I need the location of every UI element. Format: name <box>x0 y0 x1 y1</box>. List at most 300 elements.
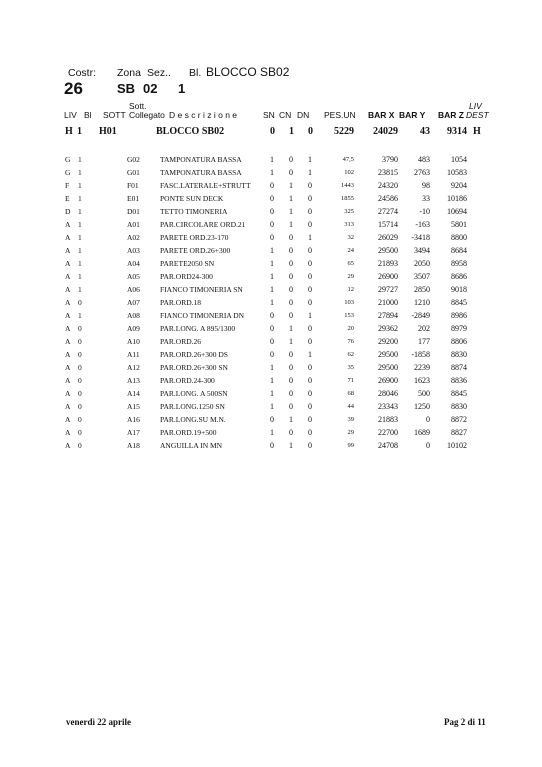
summary-bar-y: 43 <box>420 126 430 137</box>
table-row <box>0 207 542 220</box>
cell-liv: A <box>65 376 71 385</box>
cell-liv: A <box>65 337 71 346</box>
cell-bar-z: 8986 <box>451 311 467 320</box>
cell-pes-un: 102 <box>344 169 354 176</box>
cell-bar-y: -3418 <box>411 233 430 242</box>
cell-cn: 0 <box>289 259 293 268</box>
cell-liv: A <box>65 233 71 242</box>
cell-bar-x: 24320 <box>378 181 398 190</box>
costr-value: 26 <box>64 79 83 98</box>
cell-bar-x: 27274 <box>378 207 398 216</box>
cell-sn: 1 <box>270 402 274 411</box>
cell-pes-un: 20 <box>347 325 354 332</box>
cell-bar-y: 177 <box>418 337 430 346</box>
cell-liv: A <box>65 298 71 307</box>
cell-cn: 0 <box>289 298 293 307</box>
cell-description: PARETE ORD.26+300 <box>160 246 231 255</box>
cell-pes-un: 35 <box>347 364 354 371</box>
cell-dn: 0 <box>308 337 312 346</box>
cell-sn: 1 <box>270 155 274 164</box>
cell-bar-y: 202 <box>418 324 430 333</box>
col-liv: LIV <box>64 110 77 120</box>
cell-dn: 0 <box>308 272 312 281</box>
cell-cn: 0 <box>289 389 293 398</box>
summary-description: BLOCCO SB02 <box>156 126 225 137</box>
bl-label: Bl. <box>189 67 202 79</box>
cell-pes-un: 44 <box>347 403 354 410</box>
cell-pes-un: 65 <box>347 260 354 267</box>
cell-collegato: A16 <box>127 415 140 424</box>
cell-liv: A <box>65 246 71 255</box>
cell-dn: 0 <box>308 428 312 437</box>
cell-description: PAR.LONG. A 895/1300 <box>160 324 236 333</box>
table-row <box>0 298 542 311</box>
summary-sn: 0 <box>270 126 275 137</box>
col-bl: Bl <box>84 110 92 120</box>
cell-description: PONTE SUN DECK <box>160 194 224 203</box>
cell-bar-x: 26900 <box>378 272 398 281</box>
cell-bar-x: 26029 <box>378 233 398 242</box>
cell-collegato: A09 <box>127 324 140 333</box>
cell-pes-un: 76 <box>347 338 354 345</box>
cell-cn: 1 <box>289 441 293 450</box>
cell-cn: 1 <box>289 194 293 203</box>
cell-sn: 1 <box>270 389 274 398</box>
cell-bar-z: 8874 <box>451 363 467 372</box>
table-row <box>0 168 542 181</box>
cell-bar-x: 24586 <box>378 194 398 203</box>
cell-bar-z: 8686 <box>451 272 467 281</box>
cell-bar-y: 98 <box>422 181 430 190</box>
zona-value: SB <box>117 81 136 96</box>
cell-cn: 0 <box>289 246 293 255</box>
cell-bar-z: 8845 <box>451 389 467 398</box>
cell-pes-un: 99 <box>347 442 354 449</box>
cell-bl: 1 <box>78 168 82 177</box>
cell-bar-z: 8827 <box>451 428 467 437</box>
cell-bar-z: 8684 <box>451 246 467 255</box>
col-bar-z: BAR Z <box>438 110 464 120</box>
cell-description: PARETE ORD.23-170 <box>160 233 229 242</box>
cell-sn: 1 <box>270 285 274 294</box>
table-row <box>0 415 542 428</box>
cell-sn: 1 <box>270 168 274 177</box>
cell-bar-x: 29500 <box>378 246 398 255</box>
table-row <box>0 324 542 337</box>
cell-dn: 0 <box>308 298 312 307</box>
cell-bl: 0 <box>78 363 82 372</box>
cell-liv: A <box>65 311 71 320</box>
cell-description: PAR.LONG.SU M.N. <box>160 415 226 424</box>
cell-bar-y: 2239 <box>414 363 430 372</box>
table-row <box>0 441 542 454</box>
cell-pes-un: 153 <box>344 312 354 319</box>
cell-description: TAMPONATURA BASSA <box>160 168 242 177</box>
cell-dn: 1 <box>308 233 312 242</box>
cell-bl: 1 <box>78 285 82 294</box>
cell-bar-z: 9204 <box>451 181 467 190</box>
cell-bar-y: 3494 <box>414 246 430 255</box>
sez-value: 02 <box>143 81 158 96</box>
cell-liv: A <box>65 285 71 294</box>
cell-sn: 0 <box>270 233 274 242</box>
footer-page-number: Pag 2 di 11 <box>444 717 486 727</box>
table-row <box>0 155 542 168</box>
col-bar-y: BAR Y <box>399 110 426 120</box>
cell-sn: 0 <box>270 324 274 333</box>
cell-cn: 0 <box>289 285 293 294</box>
cell-bar-z: 8872 <box>451 415 467 424</box>
cell-liv: A <box>65 415 71 424</box>
cell-pes-un: 39 <box>347 416 354 423</box>
cell-sn: 0 <box>270 350 274 359</box>
cell-bl: 0 <box>78 441 82 450</box>
cell-description: FASC.LATERALE+STRUTT <box>160 181 251 190</box>
cell-sn: 0 <box>270 181 274 190</box>
cell-description: PAR.ORD.26 <box>160 337 201 346</box>
cell-sn: 1 <box>270 246 274 255</box>
cell-bar-x: 29500 <box>378 350 398 359</box>
cell-description: PAR.ORD24-300 <box>160 272 213 281</box>
cell-bar-x: 28046 <box>378 389 398 398</box>
cell-bar-z: 8845 <box>451 298 467 307</box>
cell-bar-z: 8836 <box>451 376 467 385</box>
cell-bl: 0 <box>78 389 82 398</box>
cell-bar-y: -163 <box>415 220 430 229</box>
cell-cn: 0 <box>289 428 293 437</box>
cell-collegato: A01 <box>127 220 140 229</box>
cell-bar-x: 21893 <box>378 259 398 268</box>
cell-liv: G <box>65 155 71 164</box>
cell-dn: 0 <box>308 259 312 268</box>
costr-label: Costr: <box>68 67 97 79</box>
cell-bar-x: 27894 <box>378 311 398 320</box>
footer-date: venerdì 22 aprile <box>66 717 131 727</box>
cell-collegato: E01 <box>127 194 140 203</box>
cell-bar-z: 5801 <box>451 220 467 229</box>
cell-bar-x: 29500 <box>378 363 398 372</box>
cell-bar-y: 483 <box>418 155 430 164</box>
cell-dn: 0 <box>308 415 312 424</box>
cell-cn: 1 <box>289 220 293 229</box>
cell-bar-x: 29200 <box>378 337 398 346</box>
cell-dn: 0 <box>308 220 312 229</box>
table-row <box>0 194 542 207</box>
table-row <box>0 363 542 376</box>
cell-dn: 0 <box>308 402 312 411</box>
cell-liv: D <box>65 207 71 216</box>
cell-collegato: A14 <box>127 389 140 398</box>
table-row <box>0 246 542 259</box>
cell-cn: 1 <box>289 337 293 346</box>
cell-bar-z: 8800 <box>451 233 467 242</box>
cell-pes-un: 313 <box>344 221 354 228</box>
cell-bar-x: 21883 <box>378 415 398 424</box>
cell-liv: A <box>65 350 71 359</box>
cell-collegato: A08 <box>127 311 140 320</box>
cell-description: TETTO TIMONERIA <box>160 207 228 216</box>
cell-bl: 0 <box>78 376 82 385</box>
col-sott: SOTT <box>103 110 126 120</box>
cell-pes-un: 24 <box>347 247 354 254</box>
summary-pes: 5229 <box>334 126 354 137</box>
cell-bar-y: -1858 <box>411 350 430 359</box>
cell-cn: 0 <box>289 272 293 281</box>
cell-liv: A <box>65 324 71 333</box>
cell-collegato: A10 <box>127 337 140 346</box>
table-row <box>0 285 542 298</box>
cell-sn: 1 <box>270 428 274 437</box>
cell-bar-y: 2850 <box>414 285 430 294</box>
col-liv-dest: DEST <box>466 110 489 120</box>
cell-pes-un: 1855 <box>341 195 354 202</box>
cell-bar-y: 3507 <box>414 272 430 281</box>
cell-collegato: G02 <box>127 155 140 164</box>
col-bar-x: BAR X <box>368 110 395 120</box>
cell-bar-z: 9018 <box>451 285 467 294</box>
cell-description: TAMPONATURA BASSA <box>160 155 242 164</box>
zona-label: Zona <box>117 67 141 79</box>
cell-collegato: A05 <box>127 272 140 281</box>
cell-dn: 0 <box>308 441 312 450</box>
cell-description: PAR.ORD.19+500 <box>160 428 217 437</box>
cell-dn: 0 <box>308 207 312 216</box>
cell-collegato: A04 <box>127 259 140 268</box>
cell-bar-x: 3790 <box>382 155 398 164</box>
table-row <box>0 428 542 441</box>
summary-liv: H <box>65 126 73 137</box>
cell-cn: 0 <box>289 168 293 177</box>
cell-sn: 0 <box>270 311 274 320</box>
summary-cn: 1 <box>289 126 294 137</box>
cell-dn: 0 <box>308 285 312 294</box>
cell-pes-un: 71 <box>347 377 354 384</box>
cell-cn: 0 <box>289 311 293 320</box>
table-row <box>0 402 542 415</box>
cell-collegato: A02 <box>127 233 140 242</box>
cell-description: PARETE2050 SN <box>160 259 215 268</box>
cell-description: FIANCO TIMONERIA SN <box>160 285 243 294</box>
cell-collegato: A07 <box>127 298 140 307</box>
cell-sn: 0 <box>270 220 274 229</box>
cell-pes-un: 12 <box>347 286 354 293</box>
cell-liv: A <box>65 441 71 450</box>
cell-cn: 1 <box>289 324 293 333</box>
cell-bl: 1 <box>78 181 82 190</box>
cell-collegato: A06 <box>127 285 140 294</box>
cell-pes-un: 103 <box>344 299 354 306</box>
cell-sn: 1 <box>270 259 274 268</box>
cell-bar-z: 8830 <box>451 402 467 411</box>
cell-bar-y: 500 <box>418 389 430 398</box>
cell-sn: 0 <box>270 194 274 203</box>
cell-dn: 0 <box>308 324 312 333</box>
col-descrizione: D e s c r i z i o n e <box>169 110 238 120</box>
cell-bl: 1 <box>78 233 82 242</box>
cell-bl: 0 <box>78 298 82 307</box>
cell-cn: 0 <box>289 233 293 242</box>
cell-collegato: A15 <box>127 402 140 411</box>
table-row <box>0 233 542 246</box>
table-row <box>0 181 542 194</box>
cell-bl: 0 <box>78 324 82 333</box>
cell-cn: 1 <box>289 207 293 216</box>
cell-bl: 0 <box>78 402 82 411</box>
cell-liv: F <box>65 181 70 190</box>
cell-bar-y: -2849 <box>411 311 430 320</box>
cell-pes-un: 325 <box>344 208 354 215</box>
cell-dn: 1 <box>308 311 312 320</box>
table-row <box>0 220 542 233</box>
cell-sn: 1 <box>270 376 274 385</box>
cell-collegato: A11 <box>127 350 140 359</box>
cell-sn: 1 <box>270 363 274 372</box>
cell-bar-y: 1689 <box>414 428 430 437</box>
table-row <box>0 311 542 324</box>
cell-sn: 0 <box>270 207 274 216</box>
cell-bar-z: 10694 <box>447 207 467 216</box>
cell-dn: 0 <box>308 363 312 372</box>
cell-sn: 0 <box>270 337 274 346</box>
cell-bar-y: -10 <box>419 207 430 216</box>
cell-cn: 0 <box>289 155 293 164</box>
cell-bar-z: 10583 <box>447 168 467 177</box>
cell-bl: 0 <box>78 415 82 424</box>
table-row <box>0 350 542 363</box>
cell-bar-x: 23815 <box>378 168 398 177</box>
cell-sn: 1 <box>270 298 274 307</box>
table-row <box>0 337 542 350</box>
cell-collegato: A03 <box>127 246 140 255</box>
cell-collegato: A12 <box>127 363 140 372</box>
cell-bl: 1 <box>78 207 82 216</box>
cell-cn: 1 <box>289 415 293 424</box>
cell-bl: 1 <box>78 194 82 203</box>
cell-dn: 0 <box>308 246 312 255</box>
bl-value: BLOCCO SB02 <box>206 65 290 79</box>
cell-bl: 1 <box>78 155 82 164</box>
cell-bl: 0 <box>78 337 82 346</box>
cell-cn: 0 <box>289 376 293 385</box>
col-sn: SN <box>263 110 275 120</box>
cell-bar-x: 22700 <box>378 428 398 437</box>
table-row <box>0 272 542 285</box>
cell-cn: 0 <box>289 363 293 372</box>
col-dn: DN <box>297 110 310 120</box>
cell-bar-y: 1210 <box>414 298 430 307</box>
summary-bl: 1 <box>77 126 82 137</box>
cell-liv: A <box>65 259 71 268</box>
cell-liv: A <box>65 402 71 411</box>
cell-collegato: F01 <box>127 181 139 190</box>
cell-pes-un: 68 <box>347 390 354 397</box>
cell-bl: 0 <box>78 350 82 359</box>
cell-pes-un: 47,5 <box>342 156 354 163</box>
cell-dn: 0 <box>308 181 312 190</box>
cell-liv: A <box>65 389 71 398</box>
sez-label: Sez.. <box>147 67 171 79</box>
cell-bl: 1 <box>78 272 82 281</box>
cell-dn: 1 <box>308 168 312 177</box>
cell-pes-un: 62 <box>347 351 354 358</box>
cell-dn: 0 <box>308 194 312 203</box>
summary-liv-dest: H <box>473 126 481 137</box>
col-liv-dest-top: LIV <box>469 101 482 111</box>
cell-sn: 1 <box>270 272 274 281</box>
cell-bar-y: 2050 <box>414 259 430 268</box>
cell-sn: 0 <box>270 415 274 424</box>
cell-liv: A <box>65 428 71 437</box>
cell-bar-y: 0 <box>426 415 430 424</box>
cell-bar-x: 29362 <box>378 324 398 333</box>
cell-dn: 1 <box>308 350 312 359</box>
cell-cn: 1 <box>289 181 293 190</box>
cell-bar-z: 8830 <box>451 350 467 359</box>
cell-bl: 1 <box>78 220 82 229</box>
col-collegato: Collegato <box>129 110 165 120</box>
cell-collegato: D01 <box>127 207 140 216</box>
cell-bar-z: 8958 <box>451 259 467 268</box>
cell-description: PAR.LONG.1250 SN <box>160 402 225 411</box>
cell-bar-z: 10102 <box>447 441 467 450</box>
cell-pes-un: 32 <box>347 234 354 241</box>
cell-bar-x: 29727 <box>378 285 398 294</box>
cell-liv: A <box>65 220 71 229</box>
cell-bar-y: 33 <box>422 194 430 203</box>
table-row <box>0 376 542 389</box>
cell-bar-y: 2763 <box>414 168 430 177</box>
table-row <box>0 259 542 272</box>
cell-bl: 1 <box>78 311 82 320</box>
table-row <box>0 389 542 402</box>
col-pes-un: PES.UN <box>324 110 356 120</box>
cell-liv: A <box>65 272 71 281</box>
cell-collegato: A13 <box>127 376 140 385</box>
cell-bl: 1 <box>78 259 82 268</box>
cell-bl: 1 <box>78 246 82 255</box>
cell-pes-un: 29 <box>347 429 354 436</box>
cell-bar-x: 23343 <box>378 402 398 411</box>
cell-bar-z: 8979 <box>451 324 467 333</box>
cell-description: PAR.CIRCOLARE ORD.21 <box>160 220 246 229</box>
cell-bar-y: 0 <box>426 441 430 450</box>
cell-bar-x: 24708 <box>378 441 398 450</box>
bl-number: 1 <box>178 81 186 96</box>
cell-bar-z: 10186 <box>447 194 467 203</box>
cell-collegato: A18 <box>127 441 140 450</box>
cell-description: PAR.ORD.24-300 <box>160 376 215 385</box>
cell-dn: 1 <box>308 155 312 164</box>
summary-bar-x: 24029 <box>373 126 398 137</box>
cell-bar-y: 1623 <box>414 376 430 385</box>
cell-description: PAR.LONG. A 500SN <box>160 389 228 398</box>
summary-sott: H01 <box>99 126 117 137</box>
cell-bar-z: 1054 <box>451 155 467 164</box>
cell-liv: E <box>65 194 70 203</box>
cell-description: PAR.ORD.26+300 SN <box>160 363 228 372</box>
cell-sn: 0 <box>270 441 274 450</box>
cell-description: FIANCO TIMONERIA DN <box>160 311 245 320</box>
cell-bar-x: 21000 <box>378 298 398 307</box>
cell-bar-x: 15714 <box>378 220 398 229</box>
summary-dn: 0 <box>308 126 313 137</box>
cell-description: PAR.ORD.18 <box>160 298 201 307</box>
cell-description: PAR.ORD.26+300 DS <box>160 350 228 359</box>
summary-bar-z: 9314 <box>447 126 467 137</box>
cell-bar-x: 26900 <box>378 376 398 385</box>
cell-cn: 0 <box>289 350 293 359</box>
cell-collegato: A17 <box>127 428 140 437</box>
